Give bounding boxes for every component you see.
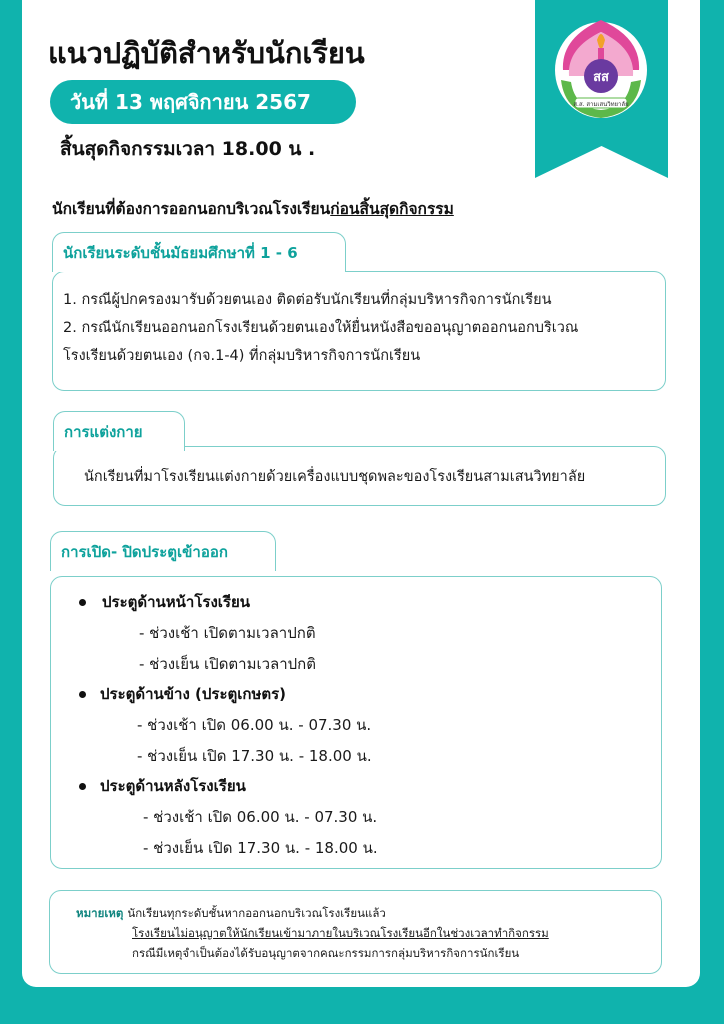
- section-heading-prefix: นักเรียนที่ต้องการออกนอกบริเวณโรงเรียน: [52, 200, 331, 218]
- grade-rules-box: [52, 271, 666, 391]
- end-time-text: สิ้นสุดกิจกรรมเวลา 18.00 น .: [60, 138, 316, 160]
- gate-time: - ช่วงเย็น เปิดตามเวลาปกติ: [139, 654, 316, 673]
- tab-dress-code: การแต่งกาย: [53, 411, 185, 451]
- bullet-icon: [79, 783, 86, 790]
- note-line-1: นักเรียนทุกระดับชั้นหากออกนอกบริเวณโรงเรียนแล้ว: [127, 906, 386, 920]
- gate-list: [79, 587, 661, 863]
- note-box: [49, 890, 662, 974]
- tab-grade-level: นักเรียนระดับชั้นมัธยมศึกษาที่ 1 - 6: [52, 232, 346, 272]
- gate-hours-box: [50, 576, 662, 869]
- section-heading-underlined: ก่อนสิ้นสุดกิจกรรม: [330, 200, 454, 218]
- bullet-icon: [79, 599, 86, 606]
- tab-gate-hours: การเปิด- ปิดประตูเข้าออก: [50, 531, 276, 571]
- gate-time: - ช่วงเย็น เปิด 17.30 น. - 18.00 น.: [137, 746, 372, 765]
- gate-name: ประตูด้านหน้าโรงเรียน: [102, 593, 251, 611]
- bullet-icon: [79, 691, 86, 698]
- date-badge: วันที่ 13 พฤศจิกายน 2567: [50, 80, 356, 124]
- school-emblem-icon: [553, 10, 649, 122]
- gate-time: - ช่วงเย็น เปิด 17.30 น. - 18.00 น.: [143, 838, 378, 857]
- gate-time: - ช่วงเช้า เปิด 06.00 น. - 07.30 น.: [143, 807, 378, 826]
- grade-rule-line: 1. กรณีผู้ปกครองมารับด้วยตนเอง ติดต่อรับนักเรียนที่กลุ่มบริหารกิจการนักเรียน: [63, 292, 552, 308]
- note-label: หมายเหตุ: [76, 906, 124, 920]
- note-line-3: กรณีมีเหตุจำเป็นต้องได้รับอนุญาตจากคณะกรรมการกลุ่มบริหารกิจการนักเรียน: [132, 946, 520, 960]
- svg-text:สส: สส: [593, 70, 609, 85]
- page-title: แนวปฏิบัติสำหรับนักเรียน: [48, 36, 365, 70]
- gate-item: [79, 587, 661, 679]
- section-heading: [52, 196, 454, 221]
- grade-rule-line: 2. กรณีนักเรียนออกนอกโรงเรียนด้วยตนเองให้ยื่นหนังสือขออนุญาตออกนอกบริเวณ: [63, 320, 579, 336]
- note-line-2: โรงเรียนไม่อนุญาตให้นักเรียนเข้ามาภายในบริเวณโรงเรียนอีกในช่วงเวลาทำกิจกรรม: [132, 926, 549, 940]
- gate-time: - ช่วงเช้า เปิดตามเวลาปกติ: [139, 623, 316, 642]
- grade-rule-line: โรงเรียนด้วยตนเอง (กจ.1-4) ที่กลุ่มบริหารกิจการนักเรียน: [63, 348, 421, 364]
- gate-item: [79, 771, 661, 863]
- dress-code-text: นักเรียนที่มาโรงเรียนแต่งกายด้วยเครื่องแบบชุดพละของโรงเรียนสามเสนวิทยาลัย: [84, 469, 586, 485]
- gate-time: - ช่วงเช้า เปิด 06.00 น. - 07.30 น.: [137, 715, 372, 734]
- dress-code-box: [53, 446, 666, 506]
- gate-name: ประตูด้านข้าง (ประตูเกษตร): [100, 685, 286, 703]
- gate-item: [79, 679, 661, 771]
- gate-name: ประตูด้านหลังโรงเรียน: [100, 777, 246, 795]
- logo-caption: ส.ส. สามเสนวิทยาลัย: [573, 101, 629, 108]
